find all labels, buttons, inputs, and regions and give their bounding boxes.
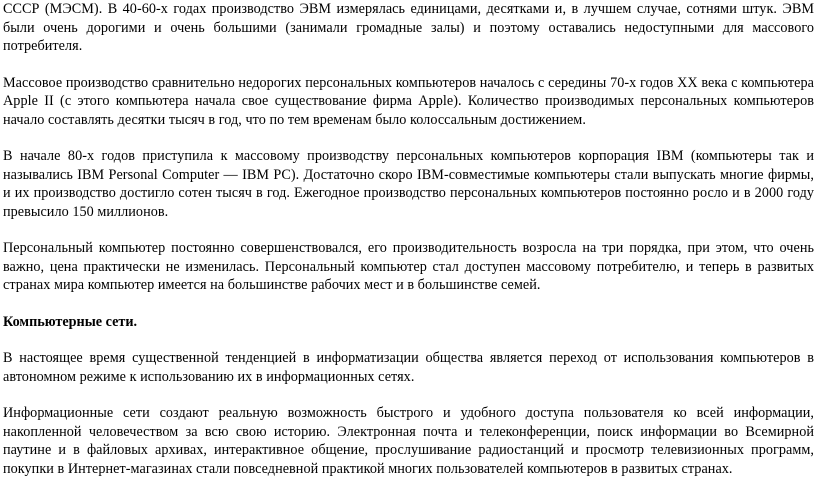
paragraph-gap (3, 295, 814, 313)
paragraph-ibm: В начале 80-х годов приступила к массовому производству персональных компьютеров корпорация IBM (компьютеры так и назывались IBM Personal Computer — IBM PC). Достаточно скоро IBM-совместимые компьютеры стали выпускать многие фирмы, и их производство достигло сотен тысяч в год. Ежегодное производство персональных компьютеров постоянно росло и в 2000 году превысило 150 миллионов. (3, 148, 814, 220)
paragraph-pc-evolution: Персональный компьютер постоянно совершенствовался, его производительность возросла на три порядка, при этом, что очень важно, цена практически не изменилась. Персональный компьютер стал доступен массовому потребителю, и теперь в развитых странах мира компьютер имеется на большинстве рабочих мест и в большинстве семей. (3, 240, 814, 293)
paragraph-information-networks: Информационные сети создают реальную возможность быстрого и удобного доступа пользователя ко всей информации, накопленной человечеством за всю свою историю. Электронная почта и телеконференции, поиск информации во Всемирной паутине и в файловых архивах, интерактивное общение, прослушивание радиостанций и просмотр телевизионных программ, покупки в Интернет-магазинах стали повседневной практикой многих пользователей компьютеров в развитых странах. (3, 405, 814, 477)
paragraph-apple: Массовое производство сравнительно недорогих персональных компьютеров началось с середины 70-х годов XX века с компьютера Apple II (с этого компьютера начала свое существование фирма Apple). Количество производимых персональных компьютеров начало составлять десятки тысяч в год, что по тем временам было колоссальным достижением. (3, 74, 814, 128)
paragraph-gap (3, 129, 814, 147)
paragraph-gap (3, 386, 814, 404)
paragraph-gap (3, 56, 814, 74)
paragraph-gap (3, 221, 814, 239)
paragraph-gap (3, 331, 814, 349)
paragraph-early-computers: СССР (МЭСМ). В 40-60-х годах производство ЭВМ измерялась единицами, десятками и, в лучшем случае, сотнями штук. ЭВМ были очень дорогими и очень большими (занимали громадные залы) и поэтому оставались недоступными для массового потребителя. (3, 1, 814, 54)
section-heading: Компьютерные сети. (3, 313, 138, 330)
paragraph-networks-trend: В настоящее время существенной тенденцией в информатизации общества является переход от использования компьютеров в автономном режиме к использованию их в информационных сетях. (3, 350, 814, 385)
